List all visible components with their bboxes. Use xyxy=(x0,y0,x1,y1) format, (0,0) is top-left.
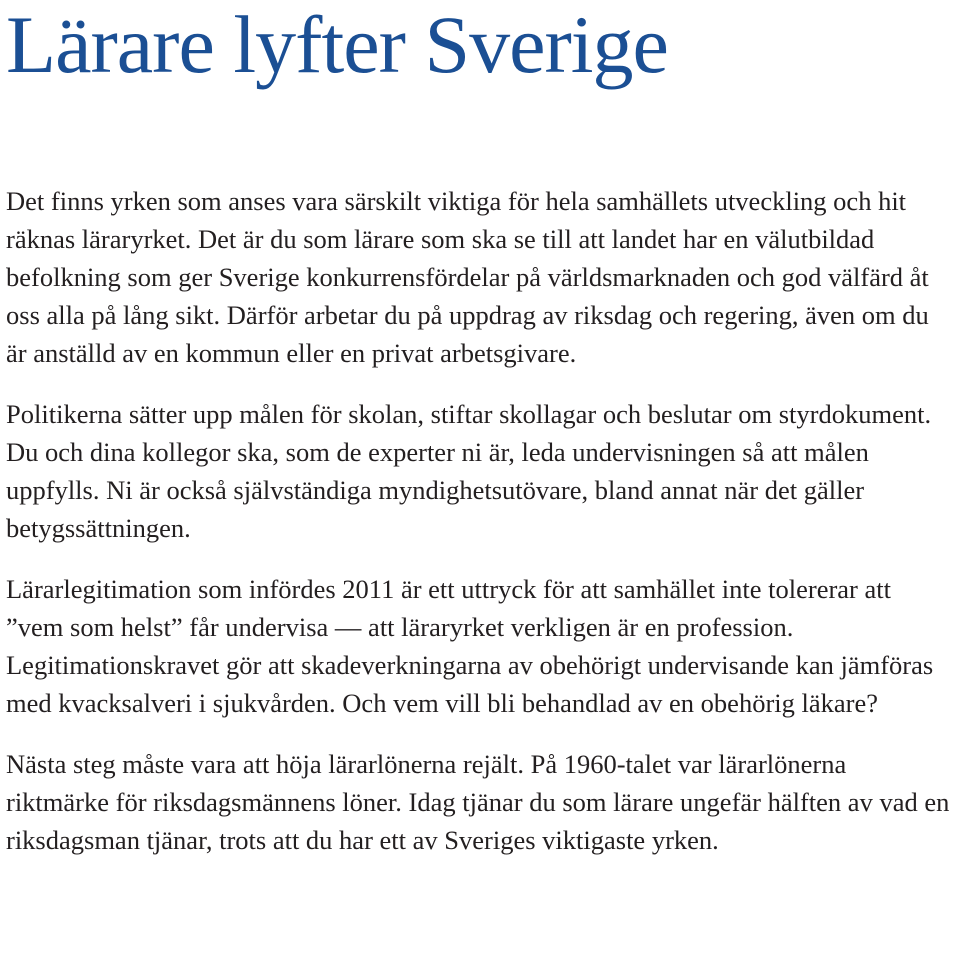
page-title: Lärare lyfter Sverige xyxy=(6,0,668,90)
paragraph-3: Lärarlegitimation som infördes 2011 är ett uttryck för att samhället inte tolererar att ”vem som helst” får undervisa — att läraryrket verkligen är en profession. Legitimationskravet gör att skadeverkningarna av obehörigt undervisande kan jämföras med kvacksalveri i sjukvården. Och vem vill bli behandlad av en obehörig läkare? xyxy=(6,574,934,718)
paragraph-2: Politikerna sätter upp målen för skolan, stiftar skollagar och beslutar om styrdokument. Du och dina kollegor ska, som de experter ni är, leda undervisningen så att målen uppfylls. Ni är också självständiga myndighetsutövare, bland annat när det gäller betygssättningen. xyxy=(6,399,932,543)
article-body xyxy=(6,182,954,882)
paragraph-4: Nästa steg måste vara att höja lärarlönerna rejält. På 1960-talet var lärarlönerna riktmärke för riksdagsmännens löner. Idag tjänar du som lärare ungefär hälften av vad en riksdagsman tjänar, trots att du har ett av Sveriges viktigaste yrken. xyxy=(6,749,950,855)
paragraph-1: Det finns yrken som anses vara särskilt viktiga för hela samhällets utveckling och hit räknas läraryrket. Det är du som lärare som ska se till att landet har en välutbildad befolkning som ger Sverige konkurrensfördelar på världsmarknaden och god välfärd åt oss alla på lång sikt. Därför arbetar du på uppdrag av riksdag och regering, även om du är anställd av en kommun eller en privat arbetsgivare. xyxy=(6,186,929,368)
